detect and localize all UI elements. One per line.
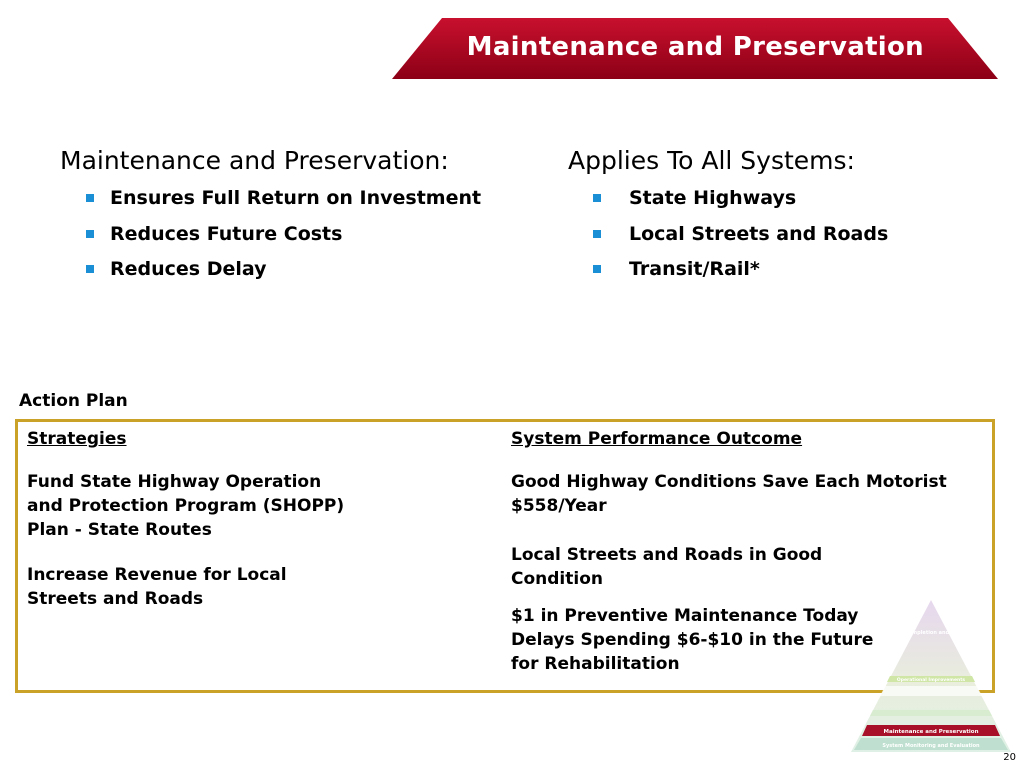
outcome-heading: System Performance Outcome — [511, 429, 803, 449]
slide-title: Maintenance and Preservation — [466, 32, 924, 62]
bullet-square-icon — [86, 194, 94, 202]
list-item: Transit/Rail* — [593, 257, 973, 293]
pyramid-base-label: System Monitoring and Evaluation — [882, 743, 980, 749]
pyramid-tier-label: Operational Improvements — [896, 678, 966, 683]
right-bullet-list — [593, 186, 973, 293]
left-bullet-list — [86, 186, 526, 293]
strategy-item: Fund State Highway Operation and Protection Program (SHOPP) Plan - State Routes — [27, 472, 345, 540]
pyramid-diagram — [851, 600, 1011, 752]
strategy-item: Increase Revenue for Local Streets and Roads — [27, 565, 287, 609]
pyramid-tier — [870, 710, 992, 716]
bullet-square-icon — [593, 265, 601, 273]
bullet-square-icon — [593, 194, 601, 202]
bullet-square-icon — [86, 265, 94, 273]
list-item: Local Streets and Roads — [593, 222, 973, 258]
pyramid-top-label: System Completion and Expansion — [882, 630, 980, 636]
outcome-item: Good Highway Conditions Save Each Motorist $558/Year — [511, 472, 947, 516]
page-number: 20 — [1003, 752, 1016, 763]
pyramid-highlight-label: Maintenance and Preservation — [883, 729, 979, 735]
outcome-item: $1 in Preventive Maintenance Today Delays Spending $6-$10 in the Future for Rehabilitation — [511, 606, 874, 674]
right-heading: Applies To All Systems: — [568, 146, 855, 175]
list-item: Reduces Future Costs — [86, 222, 526, 258]
bullet-square-icon — [86, 230, 94, 238]
title-banner — [392, 18, 998, 79]
bullet-square-icon — [593, 230, 601, 238]
list-item: Ensures Full Return on Investment — [86, 186, 526, 222]
pyramid-tier — [880, 686, 982, 696]
action-plan-label: Action Plan — [19, 391, 128, 411]
outcome-item: Local Streets and Roads in Good Condition — [511, 545, 823, 589]
strategies-heading: Strategies — [27, 429, 127, 449]
list-item: State Highways — [593, 186, 973, 222]
left-heading: Maintenance and Preservation: — [60, 146, 449, 175]
list-item: Reduces Delay — [86, 257, 526, 293]
